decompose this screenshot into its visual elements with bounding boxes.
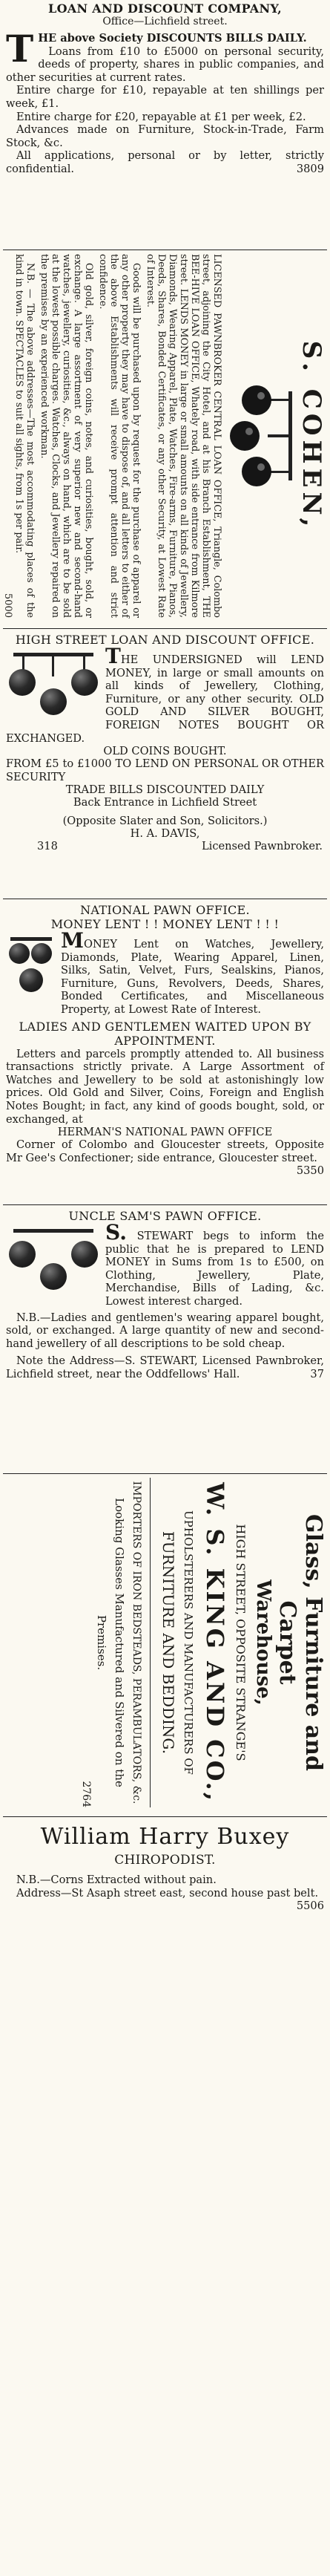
king-looking: Looking Glasses Manufactured and Silvered on the — [113, 1498, 126, 1787]
ad-number: 3809 — [296, 162, 324, 175]
cohen-col1: LICENSED PAWNBROKER CENTRAL LOAN OFFICE, Triangle, Colombo street, adjoining the City Hotel, and at his Branch Establishment, THE BEE-HIVE LOAN OFFICE, Whately road, with side entrance from Kilmore street. LENDS MONEY in large or small amounts on all kinds of Jewellery, Diamonds, Wearing Apparel, Plate, Watches, Fire-arms, Furniture, Pianos, Deeds, Shares, Bonded Certificates, or any other Security, at Lowest Rate of Interest. — [145, 254, 222, 618]
loan-discount-p5: All applications, personal or by letter, strictly confidential. 3809 — [6, 149, 324, 175]
king-furniture: FURNITURE AND BEDDING. — [159, 1530, 177, 1755]
drop-cap: S. — [105, 1220, 127, 1245]
cohen-name: S. COHEN, — [297, 340, 326, 532]
high-street-l5: Back Entrance in Lichfield Street — [73, 796, 257, 809]
divider — [3, 1473, 327, 1474]
loan-discount-p4: Advances made on Furniture, Stock-in-Trade, Farm Stock, &c. — [6, 123, 324, 149]
uncle-sam-note: Note the Address—S. STEWART, Licensed Pawnbroker, Lichfield street, near the Oddfellows' Hall. 37 — [6, 1354, 324, 1380]
loan-discount-p3: Entire charge for £20, repayable at £1 per week, £2. — [16, 110, 306, 123]
buxey-p1: N.B.—Corns Extracted without pain. — [16, 1874, 217, 1886]
pawn-balls-icon — [9, 651, 98, 720]
loan-discount-office: Office—Lichfield street. — [102, 16, 228, 27]
divider — [3, 1204, 327, 1205]
king-importers: IMPORTERS OF IRON BEDSTEADS, PERAMBULATORS, &c. — [131, 1481, 142, 1804]
uncle-sam-title: UNCLE SAM'S PAWN OFFICE. — [68, 1209, 262, 1223]
high-street-l6: (Opposite Slater and Son, Solicitors.) — [62, 815, 268, 828]
king-premises: Premises. — [95, 1614, 108, 1671]
loan-discount-p1: Loans from £10 to £5000 on personal security, deeds of property, shares in public companies, and other securities at current rates. — [6, 45, 324, 84]
high-street-licensed: Licensed Pawnbroker. — [201, 840, 323, 853]
cohen-advert — [0, 254, 330, 624]
national-p1: Letters and parcels promptly attended to. All business transactions strictly private. A Large Assortment of Watches and Jewellery to be sold at astonishingly low prices. Old Gold and Silver, Coins, Foreign and English Notes Bought; in fact, any kind of goods bought, sold, or exchanged, at — [6, 1047, 324, 1126]
cohen-col3: Old gold, silver, foreign coins, notes, and curiosities, bought, sold, or exchange. A large assortment of very superior new and second-hand watches, jewellery, curiosities, &c., always on hand, which are to be sold at the lowest possible charges. Watches, Clocks, and Jewellery repaired on the premises by an experienced workman. — [39, 254, 94, 618]
king-advert — [0, 1478, 330, 1812]
king-warehouse-2: Warehouse, — [252, 1579, 274, 1706]
drop-cap: M — [61, 928, 84, 953]
loan-discount-p2: Entire charge for £10, repayable at ten shillings per week, £1. — [6, 84, 324, 110]
cohen-col4: N.B. — The above addresses—The most accommodating places of the kind in town. SPECTACLES to suit all sights, from 1s per pair. — [13, 254, 36, 618]
high-street-title: HIGH STREET LOAN AND DISCOUNT OFFICE. — [15, 633, 315, 647]
pawn-balls-icon — [9, 936, 53, 1017]
ad-number: 5000 — [2, 593, 13, 618]
buxey-p2: Address—St Asaph street east, second house past belt. 5506 — [16, 1886, 324, 1913]
ad-number: 2764 — [80, 1781, 92, 1807]
national-p2: Corner of Colombo and Gloucester streets, Opposite Mr Gee's Confectioner; side entrance, Gloucester street. 5350 — [6, 1138, 324, 1178]
national-money: MONEY LENT ! ! MONEY LENT ! ! ! — [50, 917, 280, 931]
loan-discount-advert — [0, 1, 330, 176]
national-text: MONEY Lent on Watches, Jewellery, Diamonds, Plate, Wearing Apparel, Linen, Silks, Satin, Velvet, Furs, Sealskins, Pianos, Furniture, Guns, Revolvers, Deeds, Shares, Bonded Certificates, and Miscellaneous Property, at Lowest Rate of Interest. — [61, 928, 324, 1016]
ad-number: 5350 — [296, 1164, 324, 1178]
king-warehouse-1: Glass, Furniture and Carpet — [274, 1514, 326, 1771]
pawn-balls-icon — [222, 376, 297, 495]
buxey-role: CHIROPODIST. — [114, 1853, 216, 1868]
national-ladies: LADIES AND GENTLEMEN WAITED UPON BY APPOINTMENT. — [19, 1019, 311, 1048]
high-street-proprietor: H. A. DAVIS, — [130, 827, 200, 841]
uncle-sam-advert — [0, 1209, 330, 1381]
king-firm: W. S. KING AND CO., — [201, 1482, 229, 1803]
high-street-text: THE UNDERSIGNED will LEND MONEY, in large or small amounts on all kinds of Jewellery, Clothing, Furniture, or any other security. OLD GOLD AND SILVER BOUGHT, FOREIGN NOTES BOUGHT OR EXCHANGED. — [6, 644, 324, 745]
high-street-l4: TRADE BILLS DISCOUNTED DAILY — [65, 783, 265, 797]
national-pawn-advert — [0, 903, 330, 1178]
national-title: NATIONAL PAWN OFFICE. — [80, 903, 250, 917]
divider — [3, 628, 327, 629]
king-upholsterers: UPHOLSTERERS AND MANUFACTURERS OF — [182, 1510, 195, 1775]
buxey-advert — [0, 1824, 330, 1913]
drop-cap: T — [6, 27, 34, 71]
divider — [3, 1816, 327, 1817]
national-herman: HERMAN'S NATIONAL PAWN OFFICE — [57, 1126, 273, 1139]
king-street: HIGH STREET, OPPOSITE STRANGE'S — [234, 1524, 248, 1761]
pawn-balls-graphic — [222, 254, 297, 618]
high-street-advert — [0, 633, 330, 852]
buxey-name: William Harry Buxey — [40, 1824, 290, 1850]
cohen-col2: Goods will be purchased upon by request for the purchase of apparel or any other property they may have to dispose of, and all letters to either of the above Establishments will receive prompt attention and strict confidence. — [97, 254, 142, 618]
uncle-sam-text: S. STEWART begs to inform the public that he is prepared to LEND MONEY in Sums from 1s to £500, on Clothing, Jewellery, Plate, Merchandise, Bills of Lading, &c. Lowest interest charged. — [105, 1220, 325, 1308]
loan-discount-title: LOAN AND DISCOUNT COMPANY, — [48, 1, 282, 16]
high-street-l3: FROM £5 to £1000 TO LEND ON PERSONAL OR OTHER SECURITY — [6, 757, 324, 783]
high-street-l2: OLD COINS BOUGHT. — [103, 745, 227, 758]
lead-text: HE above Society DISCOUNTS BILLS DAILY. — [38, 32, 307, 45]
pawn-balls-icon — [9, 1227, 98, 1296]
ad-number: 5506 — [296, 1900, 324, 1913]
ad-number: 318 — [37, 840, 58, 853]
drop-cap: T — [105, 644, 121, 668]
ad-number: 37 — [310, 1367, 324, 1380]
uncle-sam-nb: N.B.—Ladies and gentlemen's wearing apparel bought, sold, or exchanged. A large quantity of new and second-hand jewellery of all descriptions to be sold cheap. — [6, 1311, 324, 1350]
